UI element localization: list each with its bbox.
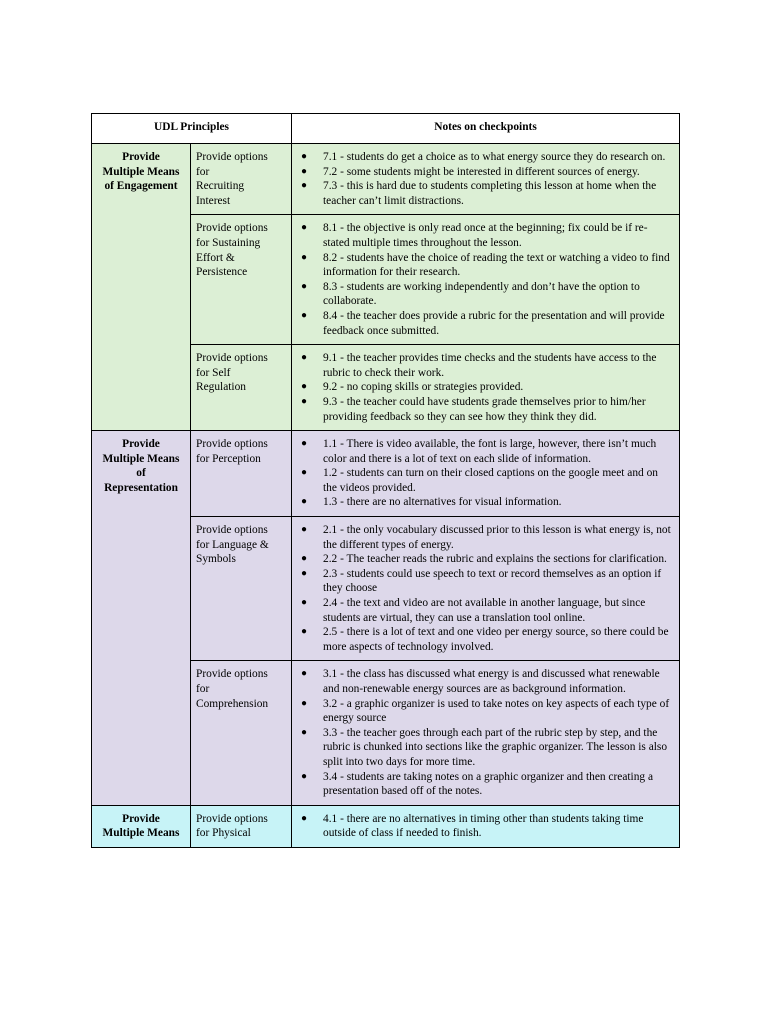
notes-list [297, 812, 674, 841]
principle-cell [92, 144, 191, 431]
note-text: 8.1 - the objective is only read once at the beginning; fix could be if re-stated multiple times throughout the lesson. [323, 222, 648, 249]
note-text: 2.4 - the text and video are not available in another language, but since students are virtual, they can use a translation tool online. [323, 597, 646, 624]
bullet-dot-icon: ● [301, 151, 308, 162]
note-item [297, 523, 674, 552]
bullet-dot-icon: ● [301, 524, 308, 536]
guideline-line: Effort & [196, 251, 235, 264]
bullet-dot-icon: ● [301, 381, 308, 393]
bullet-dot-icon: ● [301, 165, 308, 177]
bullet-dot-icon: ● [301, 597, 308, 609]
note-text: 8.4 - the teacher does provide a rubric for the presentation and will provide feedback once submitted. [323, 309, 665, 337]
note-text: 1.1 - There is video available, the font is large, however, there isn’t much color and there is a lot of text on each slide of information. [323, 438, 657, 465]
notes-list [297, 221, 674, 338]
guideline-line: Provide options [196, 222, 268, 235]
guideline-line: Provide options [196, 524, 268, 537]
notes-cell [292, 215, 680, 345]
guideline-line: Provide options [196, 438, 268, 451]
note-item [297, 221, 674, 250]
note-item [297, 567, 674, 596]
note-text: 1.3 - there are no alternatives for visual information. [323, 496, 562, 509]
principle-line: Multiple Means [102, 165, 180, 178]
guideline-cell [191, 805, 292, 847]
notes-cell [292, 517, 680, 661]
bullet-dot-icon: ● [301, 697, 308, 709]
guideline-cell [191, 517, 292, 661]
note-text: 1.2 - students can turn on their closed captions on the google meet and on the videos provided. [323, 467, 658, 494]
note-item [297, 280, 674, 309]
header-principles: UDL Principles [92, 114, 292, 144]
header-row [92, 114, 680, 144]
bullet-dot-icon: ● [301, 553, 308, 565]
guideline-line: Recruiting [196, 180, 245, 193]
bullet-dot-icon: ● [301, 222, 308, 234]
principle-line: Provide [122, 438, 160, 451]
bullet-dot-icon: ● [301, 395, 308, 407]
notes-cell [292, 805, 680, 847]
notes-cell [292, 431, 680, 517]
guideline-line: for [196, 683, 210, 695]
note-item [297, 495, 674, 510]
note-text: 9.3 - the teacher could have students grade themselves prior to him/her providing feedback so they can see how they think they did. [323, 395, 646, 423]
note-item [297, 552, 674, 567]
notes-list [297, 523, 674, 654]
guideline-cell [191, 144, 292, 215]
note-text: 7.1 - students do get a choice as to what energy source they do research on. [323, 151, 666, 163]
notes-list [297, 437, 674, 510]
note-text: 2.3 - students could use speech to text or record themselves as an option if they choose [323, 567, 662, 595]
guideline-line: Provide options [196, 668, 268, 681]
guideline-cell [191, 661, 292, 805]
guideline-line: Provide options [196, 352, 268, 365]
bullet-dot-icon: ● [301, 280, 308, 292]
bullet-dot-icon: ● [301, 352, 308, 364]
note-item [297, 596, 674, 625]
guideline-line: Provide options [196, 151, 268, 163]
principle-line: of [136, 467, 146, 480]
note-item [297, 150, 674, 165]
note-text: 3.4 - students are taking notes on a graphic organizer and then creating a presentation based off of the notes. [323, 770, 654, 798]
principle-line: Multiple Means [102, 827, 180, 840]
notes-cell [292, 144, 680, 215]
guideline-cell [191, 431, 292, 517]
guideline-cell [191, 215, 292, 345]
note-item [297, 697, 674, 726]
principle-line: Provide [122, 812, 160, 825]
principle-line: of Engagement [104, 180, 178, 193]
guideline-line: for Language & [196, 538, 269, 551]
bullet-dot-icon: ● [301, 726, 308, 738]
note-item [297, 726, 674, 770]
bullet-dot-icon: ● [301, 668, 308, 680]
guideline-line: Provide options [196, 812, 268, 825]
notes-cell [292, 661, 680, 805]
guideline-line: for Physical [196, 827, 251, 840]
header-notes: Notes on checkpoints [292, 114, 680, 144]
note-text: 3.2 - a graphic organizer is used to take notes on key aspects of each type of energy source [323, 697, 670, 725]
note-item [297, 165, 674, 180]
note-item [297, 437, 674, 466]
udl-table [91, 113, 680, 848]
guideline-line: Regulation [196, 381, 246, 394]
note-text: 7.2 - some students might be interested in different sources of energy. [323, 165, 640, 178]
table-row [92, 431, 680, 517]
note-text: 3.1 - the class has discussed what energy is and discussed what renewable and non-renewable energy sources are as background information. [323, 668, 660, 695]
note-item [297, 179, 674, 208]
note-text: 9.1 - the teacher provides time checks and the students have access to the rubric to check their work. [323, 352, 657, 379]
principle-cell [92, 431, 191, 806]
guideline-line: Symbols [196, 553, 236, 566]
note-text: 3.3 - the teacher goes through each part of the rubric step by step, and the rubric is chunked into sections like the graphic organizer. The lesson is also split into two days for more time. [323, 726, 668, 768]
guideline-line: Comprehension [196, 697, 269, 710]
note-item [297, 309, 674, 338]
note-item [297, 812, 674, 841]
bullet-dot-icon: ● [301, 567, 308, 579]
bullet-dot-icon: ● [301, 770, 308, 782]
note-item [297, 251, 674, 280]
note-text: 2.1 - the only vocabulary discussed prior to this lesson is what energy is, not the different types of energy. [323, 524, 671, 551]
note-item [297, 351, 674, 380]
bullet-dot-icon: ● [301, 496, 308, 508]
notes-cell [292, 345, 680, 431]
bullet-dot-icon: ● [301, 251, 308, 263]
bullet-dot-icon: ● [301, 180, 308, 192]
note-text: 4.1 - there are no alternatives in timing other than students taking time outside of class if needed to finish. [323, 812, 644, 840]
note-item [297, 625, 674, 654]
guideline-line: for [196, 165, 210, 178]
note-text: 9.2 - no coping skills or strategies provided. [323, 381, 524, 394]
bullet-dot-icon: ● [301, 812, 308, 824]
guideline-line: Interest [196, 194, 231, 207]
notes-list [297, 667, 674, 798]
bullet-dot-icon: ● [301, 626, 308, 638]
table-row [92, 805, 680, 847]
note-text: 2.2 - The teacher reads the rubric and explains the sections for clarification. [323, 553, 667, 566]
bullet-dot-icon: ● [301, 309, 308, 321]
notes-list [297, 351, 674, 424]
guideline-line: for Self [196, 366, 231, 379]
note-text: 7.3 - this is hard due to students completing this lesson at home when the teacher can’t limit distractions. [323, 180, 657, 207]
note-item [297, 395, 674, 424]
note-text: 8.3 - students are working independently and don’t have the option to collaborate. [323, 280, 640, 308]
principle-cell [92, 805, 191, 847]
note-text: 8.2 - students have the choice of reading the text or watching a video to find information for their research. [323, 251, 670, 279]
guideline-line: for Perception [196, 452, 261, 465]
note-item [297, 380, 674, 395]
principle-line: Provide [122, 151, 160, 163]
notes-list [297, 150, 674, 208]
principle-line: Multiple Means [102, 452, 180, 465]
note-item [297, 770, 674, 799]
bullet-dot-icon: ● [301, 467, 308, 479]
bullet-dot-icon: ● [301, 438, 308, 450]
table-row [92, 144, 680, 215]
note-item [297, 466, 674, 495]
guideline-cell [191, 345, 292, 431]
guideline-line: for Sustaining [196, 236, 261, 249]
note-item [297, 667, 674, 696]
guideline-line: Persistence [196, 266, 248, 279]
principle-line: Representation [104, 481, 178, 494]
note-text: 2.5 - there is a lot of text and one video per energy source, so there could be more aspects of technology involved. [323, 626, 669, 653]
